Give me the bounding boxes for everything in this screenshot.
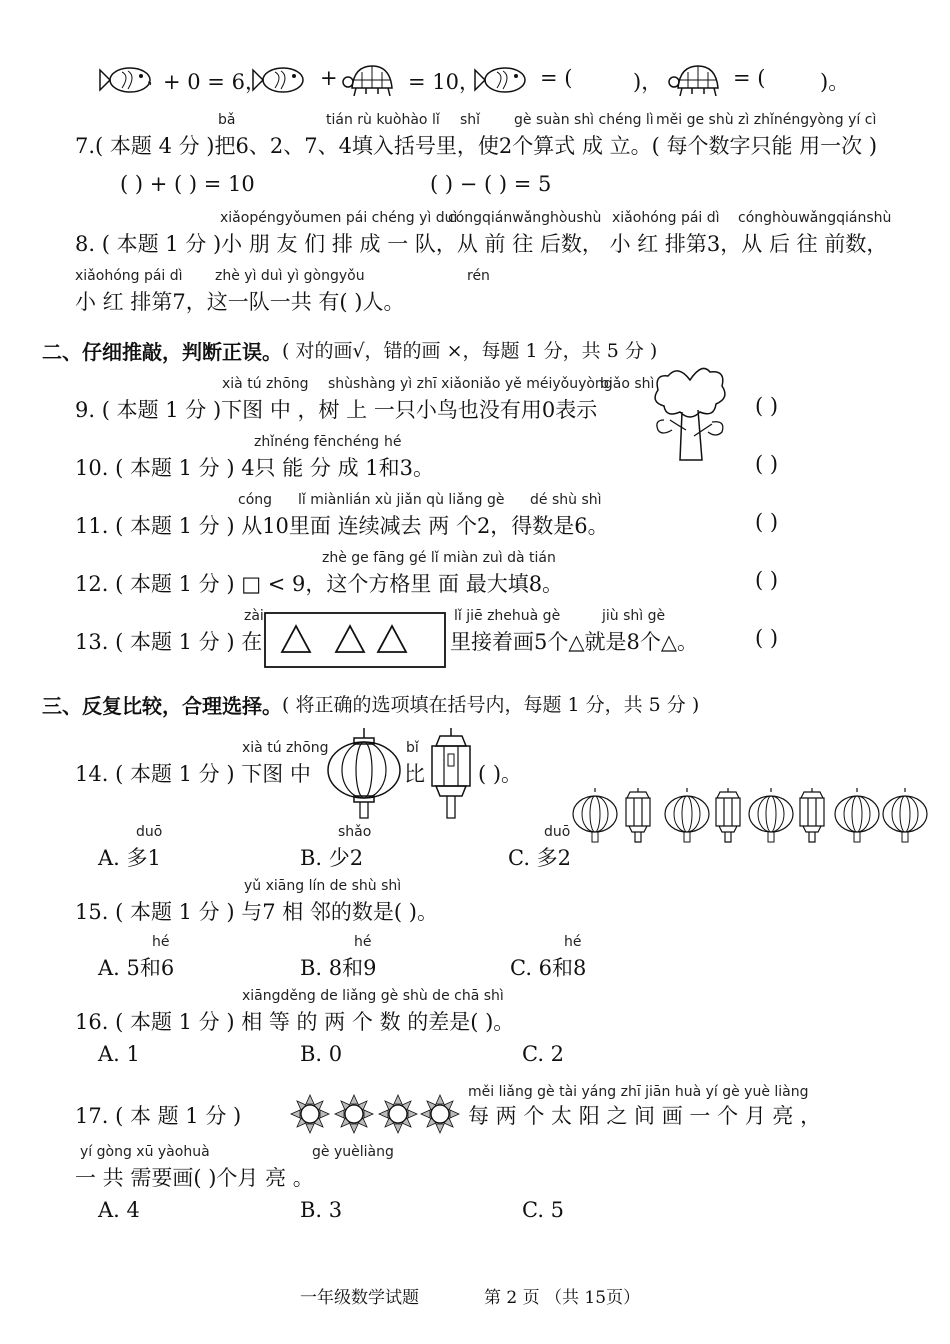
q16-text: 16. ( 本题 1 分 ) 相 等 的 两 个 数 的差是( )。	[75, 1010, 515, 1034]
q14-option-a[interactable]: A. 多1	[98, 846, 161, 870]
q13-answer-parens[interactable]: ( )	[755, 626, 779, 650]
round-lantern-icon	[326, 728, 402, 820]
q17-pinyin: yí gòng xū yàohuà	[80, 1144, 210, 1160]
fish-icon	[100, 62, 160, 98]
round-lantern-icon	[573, 788, 617, 842]
q15-option-pinyin: hé	[354, 934, 372, 950]
q7-pinyin: měi ge shù zì zhǐnéngyòng yí cì	[656, 112, 877, 128]
section2-title: 二、仔细推敲，判断正误。	[42, 340, 282, 364]
q7-eq1: ( ) + ( ) = 10	[120, 172, 255, 196]
q14-option-c[interactable]: C. 多2	[508, 846, 572, 870]
turtle-icon	[342, 60, 402, 100]
q6-part6: = (	[733, 66, 766, 90]
q17-text2: 一 共 需要画( )个月 亮 。	[75, 1166, 314, 1190]
q8-pinyin: zhè yì duì yì gòngyǒu	[215, 268, 365, 284]
turtle-icon	[668, 60, 728, 100]
q13-pinyin: jiù shì gè	[602, 608, 666, 624]
q8-pinyin: cónghòuwǎngqiánshù	[738, 210, 892, 226]
q17-option-a[interactable]: A. 4	[98, 1198, 140, 1222]
q14-text-b: 比	[404, 762, 425, 786]
q8-pinyin: xiǎohóng pái dì	[75, 268, 183, 284]
q17-option-c[interactable]: C. 5	[522, 1198, 565, 1222]
section3-note: ( 将正确的选项填在括号内，每题 1 分，共 5 分 )	[282, 694, 700, 716]
q14-option-pinyin: shǎo	[338, 824, 372, 840]
q14-text-a: 14. ( 本题 1 分 ) 下图 中	[75, 762, 311, 786]
q13-text-b: 里接着画5个△就是8个△。	[450, 630, 699, 654]
q8-pinyin: rén	[467, 268, 490, 284]
sun-icon	[335, 1095, 373, 1133]
q17-text-b: 每 两 个 太 阳 之 间 画 一 个 月 亮 ，	[468, 1104, 822, 1128]
q7-pinyin: shǐ	[460, 112, 481, 128]
q17-pinyin: gè yuèliàng	[312, 1144, 394, 1160]
sun-icon	[291, 1095, 329, 1133]
q7-text: 7.( 本题 4 分 )把6、2、7、4填入括号里，使2个算式 成 立。( 每个数字只能 用一次 )	[75, 134, 878, 158]
q12-answer-parens[interactable]: ( )	[755, 568, 779, 592]
fish-icon	[475, 62, 535, 98]
q17-text-a: 17. ( 本 题 1 分 )	[75, 1104, 242, 1128]
q15-option-b[interactable]: B. 8和9	[300, 956, 377, 980]
q13-pinyin: lǐ jiē zhehuà gè	[454, 608, 561, 624]
q9-answer-parens[interactable]: ( )	[755, 394, 779, 418]
q10-answer-parens[interactable]: ( )	[755, 452, 779, 476]
q6-part7: )。	[820, 70, 850, 94]
q14-option-pinyin: duō	[544, 824, 571, 840]
q6-part4: = (	[540, 66, 573, 90]
q8-pinyin: xiǎopéngyǒumen pái chéng yì duì	[220, 210, 458, 226]
q16-option-c[interactable]: C. 2	[522, 1042, 565, 1066]
triangle-box	[264, 612, 446, 668]
q15-text: 15. ( 本题 1 分 ) 与7 相 邻的数是( )。	[75, 900, 438, 924]
sun-icon	[421, 1095, 459, 1133]
q9-pinyin: xià tú zhōng	[222, 376, 309, 392]
q11-pinyin: lǐ miànlián xù jiǎn qù liǎng gè	[298, 492, 505, 508]
q10-pinyin: hé	[384, 434, 402, 450]
q9-pinyin: shùshàng yì zhī xiǎoniǎo yě méiyǒuyòng	[328, 376, 613, 392]
q14-option-b[interactable]: B. 少2	[300, 846, 364, 870]
q15-option-c[interactable]: C. 6和8	[510, 956, 587, 980]
q6-part1: + 0 = 6，	[163, 70, 266, 94]
fish-icon	[253, 62, 313, 98]
q14-option-pinyin: duō	[136, 824, 163, 840]
q7-pinyin: tián rù kuòhào lǐ	[326, 112, 440, 128]
q16-pinyin: xiāngděng de liǎng gè shù de chā shì	[242, 988, 504, 1004]
q16-option-a[interactable]: A. 1	[98, 1042, 140, 1066]
q7-pinyin: gè suàn shì chéng lì	[514, 112, 654, 128]
lantern-row	[572, 788, 934, 844]
q16-option-b[interactable]: B. 0	[300, 1042, 343, 1066]
palace-lantern-icon	[716, 788, 740, 842]
round-lantern-icon	[883, 788, 927, 842]
q6-part3: = 10，	[408, 70, 480, 94]
palace-lantern-icon	[800, 788, 824, 842]
round-lantern-icon	[749, 788, 793, 842]
section3-title: 三、反复比较，合理选择。	[42, 694, 282, 718]
q7-pinyin: bǎ	[218, 112, 236, 128]
q10-pinyin: zhǐnéng fēnchéng	[254, 434, 380, 450]
q8-text2: 小 红 排第7，这一队一共 有( )人。	[75, 290, 405, 314]
q12-text: 12. ( 本题 1 分 ) □ < 9，这个方格里 面 最大填8。	[75, 572, 564, 596]
q9-text: 9. ( 本题 1 分 )下图 中 ，树 上 一只小鸟也没有用0表示	[75, 398, 598, 422]
q6-part5: )，	[633, 70, 663, 94]
q17-option-b[interactable]: B. 3	[300, 1198, 343, 1222]
round-lantern-icon	[665, 788, 709, 842]
q11-pinyin: cóng	[238, 492, 273, 508]
q10-text: 10. ( 本题 1 分 ) 4只 能 分 成 1和3。	[75, 456, 434, 480]
q8-pinyin: cóngqiánwǎnghòushù	[448, 210, 602, 226]
q14-pinyin: bǐ	[406, 740, 419, 756]
q14-text-c: ( )。	[478, 762, 523, 786]
q14-pinyin: xià tú zhōng	[242, 740, 329, 756]
palace-lantern-icon	[428, 728, 474, 820]
sun-row	[290, 1094, 464, 1134]
sun-icon	[379, 1095, 417, 1133]
q15-option-pinyin: hé	[152, 934, 170, 950]
q6-part2: +	[320, 66, 338, 90]
q15-pinyin: yǔ xiāng lín de shù shì	[244, 878, 402, 894]
q15-option-pinyin: hé	[564, 934, 582, 950]
section2-note: ( 对的画√，错的画 ×，每题 1 分，共 5 分 )	[282, 340, 658, 362]
q7-eq2: ( ) − ( ) = 5	[430, 172, 552, 196]
q15-option-a[interactable]: A. 5和6	[98, 956, 175, 980]
q13-text-a: 13. ( 本题 1 分 ) 在	[75, 630, 263, 654]
q9-pinyin: biǎo shì	[600, 376, 655, 392]
q8-text1: 8. ( 本题 1 分 )小 朋 友 们 排 成 一 队，从 前 往 后数， 小 红 排第3，从 后 往 前数，	[75, 232, 888, 256]
q17-pinyin: měi liǎng gè tài yáng zhī jiān huà yí gè yuè liàng	[468, 1084, 809, 1100]
footer-page-number: 第 2 页 （共 15页）	[484, 1288, 641, 1308]
footer-subject: 一年级数学试题	[300, 1288, 419, 1308]
tree-icon	[650, 360, 730, 465]
palace-lantern-icon	[626, 788, 650, 842]
q13-pinyin: zài	[244, 608, 264, 624]
q11-answer-parens[interactable]: ( )	[755, 510, 779, 534]
round-lantern-icon	[835, 788, 879, 842]
q11-text: 11. ( 本题 1 分 ) 从10里面 连续减去 两 个2，得数是6。	[75, 514, 609, 538]
q11-pinyin: dé shù shì	[530, 492, 602, 508]
q8-pinyin: xiǎohóng pái dì	[612, 210, 720, 226]
q12-pinyin: zhè ge fāng gé lǐ miàn zuì dà tián	[322, 550, 556, 566]
